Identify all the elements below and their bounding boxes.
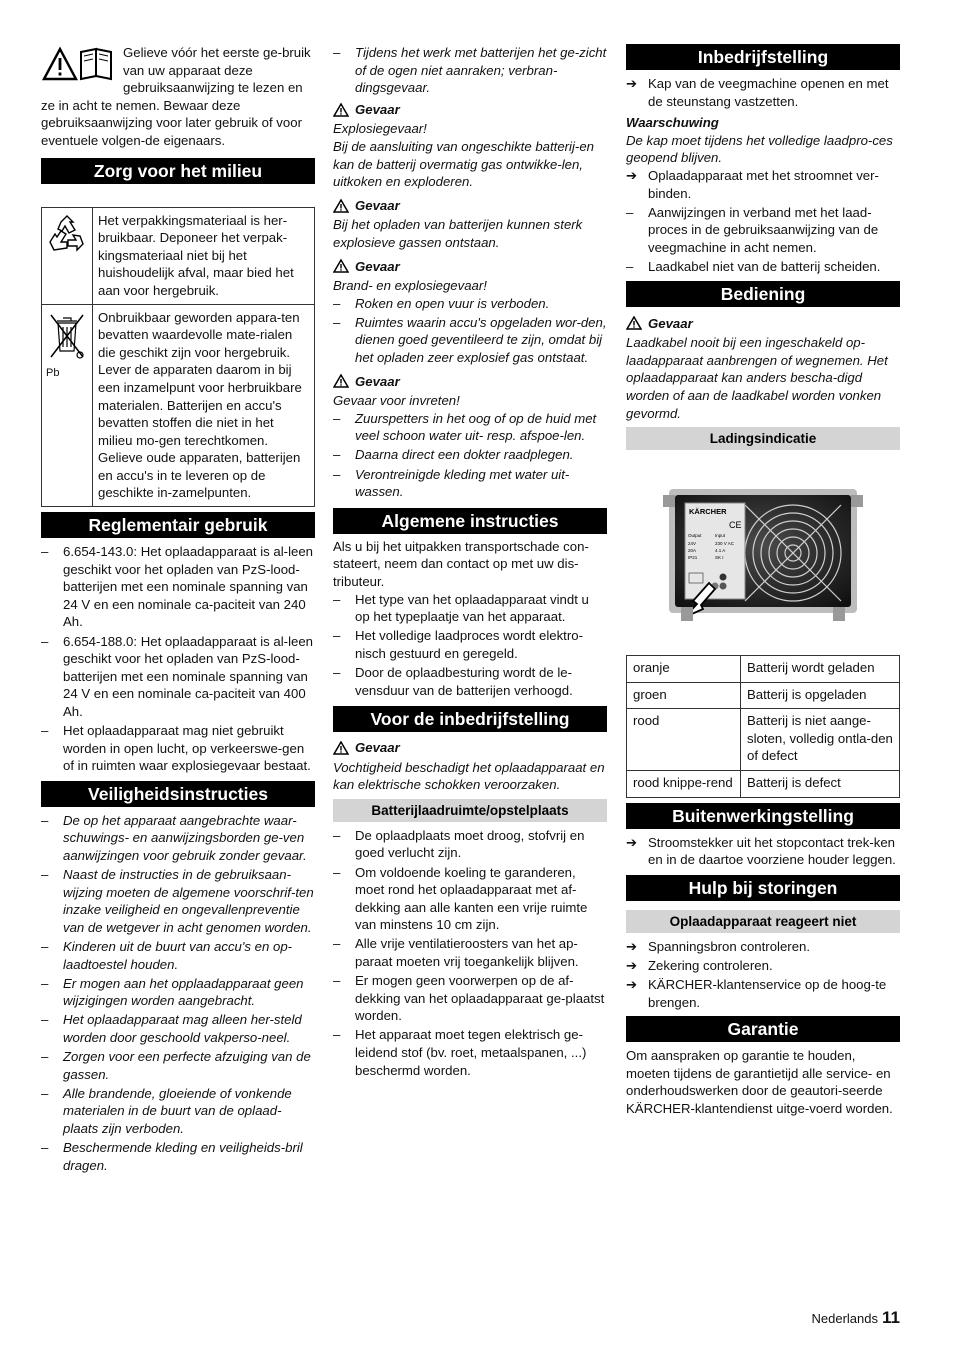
gevaar-label: Gevaar [355,740,400,756]
algemeen-text: Als u bij het uitpakken transportschade con-stateert, neem dan contact op met uw dis-tributeur. [333,538,589,589]
voor-warning-text: Vochtigheid beschadigt het oplaadapparaat en kan elektrische schokken veroorzaken. [333,759,605,793]
list-item: – Tijdens het werk met batterijen het ge-zicht of de ogen niet aanraken; verbran-dingsgevaar. [333,44,607,97]
list-item: – Het volledige laadproces wordt elektro-nisch gestuurd en geregeld. [333,627,607,662]
heading-algemeen: Algemene instructies [333,508,607,534]
list-item [626,75,900,110]
list-item: – Het oplaadapparaat mag niet gebruikt worden in open lucht, op verkeerswe-gen of in ruimten waar explosiegevaar bestaat. [41,722,315,775]
bin-cell [42,304,93,507]
list-item: – Kinderen uit de buurt van accu's en op-laadtoestel houden. [41,938,315,973]
led-color: groen [627,682,741,709]
heading-gebruik: Reglementair gebruik [41,512,315,538]
label-ce: CE [729,520,742,531]
list-item: – Het oplaadapparaat mag alleen her-steld worden door geschoold vakperso-neel. [41,1011,315,1046]
gevaar-heading [333,197,607,215]
heading-veiligheid: Veiligheidsinstructies [41,781,315,807]
table-row [627,656,900,683]
arrow-right-icon: ➔ [626,957,638,973]
led-color: rood [627,709,741,771]
list-item: – Alle brandende, gloeiende of vonkende materialen in de buurt van de oplaad-plaats zijn verboden. [41,1085,315,1138]
crossed-bin-icon [47,311,87,363]
list-item: – 6.654-143.0: Het oplaadapparaat is al-leen geschikt voor het opladen van PzS-lood-batterijen met een nominale spanning van 24 V en een nominale ca-paciteit van 240 Ah. [41,543,315,631]
warning-icon [333,741,349,755]
list-item: – Laadkabel niet van de batterij scheiden. [626,258,900,276]
charger-photo [663,465,863,635]
list-item: – Zorgen voor een perfecte afzuiging van de gassen. [41,1048,315,1083]
arrow-right-icon: ➔ [626,834,638,850]
led-meaning: Batterij is opgeladen [741,682,900,709]
subheading-opstelplaats: Batterijlaadruimte/opstelplaats [333,799,607,822]
garantie-text: Om aanspraken op garantie te houden, moeten tijdens de garantietijd alle service- en onderhoudswerken door de geautori-seerde KÄRCHER-klantendienst uitge-voerd worden. [626,1048,893,1116]
arrow-right-icon: ➔ [626,167,638,183]
table-row [627,682,900,709]
top-list [333,44,607,97]
intro-text: Gelieve vóór het eerste ge-bruik van uw apparaat deze gebruiksaanwijzing te lezen en ze in acht te nemen. Bewaar deze gebruiksaanwijzing voor later gebruik of voor eventuele volgen-de eigenaars. [41,45,311,148]
w4-text: Gevaar voor invreten! [333,393,460,409]
gebruik-list [41,543,315,775]
step-text: Spanningsbron controleren. [648,938,811,954]
list-item: – Verontreinigde kleding met water uit-wassen. [333,466,607,501]
warning-book-icon [41,46,115,82]
list-item: – Beschermende kleding en veiligheids-bril dragen. [41,1139,315,1174]
label-ka: 4.1 A [715,548,726,554]
label-a: 20A [688,548,697,554]
column-2 [333,44,607,1081]
inbedrijf-list [626,204,900,276]
list-item [626,167,900,202]
warning-icon [333,374,349,388]
warning-icon [333,199,349,213]
step-text: Zekering controleren. [648,957,773,973]
table-row [627,771,900,798]
heading-milieu: Zorg voor het milieu [41,158,315,184]
led-meaning: Batterij wordt geladen [741,656,900,683]
heading-voor: Voor de inbedrijfstelling [333,706,607,732]
gevaar-heading [333,739,607,757]
list-item: – Het type van het oplaadapparaat vindt u op het typeplaatje van het apparaat. [333,591,607,626]
warning-icon [333,103,349,117]
label-brand: KÄRCHER [689,507,727,517]
list-item: – Naast de instructies in de gebruiksaan-wijzing moeten de algemene voorschrif-ten inzake veiligheid en ongevallenpreventie van de wetgever in acht genomen worden. [41,866,315,936]
environment-table [41,207,315,508]
list-item: – Daarna direct een dokter raadplegen. [333,446,607,464]
w3-text: Brand- en explosiegevaar! [333,278,487,294]
heading-bediening: Bediening [626,281,900,307]
w3-list [333,295,607,367]
led-meaning: Batterij is niet aange-sloten, volledig ontla-den of defect [741,709,900,771]
list-item: – Aanwijzingen in verband met het laad-proces in de gebruiksaanwijzing van de veegmachine in acht nemen. [626,204,900,257]
table-row [42,304,315,507]
list-item: – Er mogen geen voorwerpen op de af-dekking van het oplaadapparaat ge-plaatst worden. [333,972,607,1025]
table-row [42,207,315,304]
waarschuwing-label: Waarschuwing [626,115,719,131]
list-item [626,938,900,956]
gevaar-heading [333,101,607,119]
list-item: – Zuurspetters in het oog of op de huid met veel schoon water uit- resp. afspoe-len. [333,410,607,445]
label-vac: 230 V AC [715,541,735,547]
veiligheid-list [41,812,315,1174]
subheading-ladingsindicatie: Ladingsindicatie [626,427,900,450]
list-item: – De op het apparaat aangebrachte waar-schuwings- en aanwijzingsborden ge-ven aanwijzingen voor gebruik zonder gevaar. [41,812,315,865]
algemeen-list [333,591,607,700]
recycle-cell [42,207,93,304]
hulp-steps [626,938,900,1011]
label-sk: SK I [715,555,724,561]
list-item: – Om voldoende koeling te garanderen, moet rond het oplaadapparaat met af-dekking aan alle kanten een vrije ruimte van minstens 10 cm zijn. [333,864,607,934]
step-text: Oplaadapparaat met het stroomnet ver-binden. [648,167,879,201]
led-color: oranje [627,656,741,683]
list-item: – Door de oplaadbesturing wordt de le-vensduur van de batterijen verhoogd. [333,664,607,699]
opstelplaats-list [333,827,607,1079]
page-footer [812,1309,900,1328]
gevaar-heading [333,373,607,391]
w1-text: Explosiegevaar! Bij de aansluiting van ongeschikte batterij-en kan de batterij overmatig gas ontwikke-len, uitkoken en exploderen. [333,121,594,190]
subheading-reageert-niet: Oplaadapparaat reageert niet [626,910,900,933]
led-meaning: Batterij is defect [741,771,900,798]
heading-buiten: Buitenwerkingstelling [626,803,900,829]
led-indicator [720,574,727,581]
label-input: Input [715,533,726,539]
heading-inbedrijf: Inbedrijfstelling [626,44,900,70]
footer-language: Nederlands [811,1311,879,1326]
list-item: – Er mogen aan het opplaadapparaat geen wijzigingen worden aangebracht. [41,975,315,1010]
led-color: rood knippe-rend [627,771,741,798]
table-row [627,709,900,771]
gevaar-label: Gevaar [355,101,400,117]
recycling-text: Onbruikbaar geworden appara-ten bevatten waardevolle mate-rialen die geschikt zijn voor hergebruik. Lever de apparaten daarom in bij een inzamelpunt voor herbruikbare materialen. Batterijen en accu's bevatten stoffen die niet in het milieu mo-gen terechtkomen. Gelieve oude apparaten, batterijen en accu's in te leveren op de geschikte in-zamelpunten. [93,304,315,507]
warning-icon [333,259,349,273]
w2-text: Bij het opladen van batterijen kunnen sterk explosieve gassen ontstaan. [333,217,583,250]
intro [41,44,315,150]
column-1 [41,44,315,1176]
recycle-icon [47,214,87,258]
step-text: Kap van de veegmachine openen en met de steunstang vastzetten. [648,76,889,109]
w4-list [333,410,607,501]
page-number: 11 [882,1308,900,1327]
arrow-right-icon: ➔ [626,76,638,91]
heading-hulp: Hulp bij storingen [626,875,900,901]
step-text: Stroomstekker uit het stopcontact trek-ken en in de daartoe voorziene houder leggen. [648,834,896,868]
list-item: – Het apparaat moet tegen elektrisch ge-leidend stof (bv. roet, metaalspanen, ...) beschermd worden. [333,1026,607,1079]
heading-garantie: Garantie [626,1016,900,1042]
list-item: – De oplaadplaats moet droog, stofvrij en goed verlucht zijn. [333,827,607,862]
gevaar-heading [626,315,900,333]
inbedrijf-steps [626,75,900,110]
waarschuwing-text: De kap moet tijdens het volledige laadpro-ces geopend blijven. [626,132,893,166]
warning-icon [626,316,642,330]
list-item: – Alle vrije ventilatieroosters van het ap-paraat moeten vrij toegankelijk blijven. [333,935,607,970]
list-item [626,834,900,869]
step-text: KÄRCHER-klantenservice op de hoog-te brengen. [648,977,887,1010]
led-indicator [720,583,727,590]
bediening-warning-text: Laadkabel nooit bij een ingeschakeld op-laadapparaat aanbrengen of wegnemen. Het oplaadapparaat kan anders bescha-digd worden of aan de laadkabel worden vonken gevormd. [626,335,888,421]
gevaar-label: Gevaar [355,373,400,389]
list-item [626,976,900,1011]
gevaar-heading [333,258,607,276]
label-ip: IP21 [688,555,698,561]
list-item: – Ruimtes waarin accu's opgeladen wor-den, dienen goed geventileerd te zijn, omdat bij het opladen zeer explosief gas ontstaat. [333,314,607,367]
column-3 [626,44,900,1118]
buiten-steps [626,834,900,869]
led-status-table [626,655,900,798]
label-output: Output [688,533,702,539]
list-item [626,957,900,975]
arrow-right-icon: ➔ [626,977,638,993]
gevaar-label: Gevaar [648,315,693,331]
list-item: – 6.654-188.0: Het oplaadapparaat is al-leen geschikt voor het opladen van PzS-lood-batterijen met een nominale spanning van 24 V en een nominale ca-paciteit van 400 Ah. [41,633,315,721]
gevaar-label: Gevaar [355,197,400,213]
packaging-text: Het verpakkingsmateriaal is her-bruikbaar. Deponeer het verpak-kingsmateriaal niet bij het huishoudelijk afval, maar bied het aan voor hergebruik. [93,207,315,304]
gevaar-label: Gevaar [355,258,400,274]
inbedrijf-steps-2 [626,167,900,202]
arrow-right-icon: ➔ [626,938,638,954]
label-v: 24V [688,541,697,547]
pb-label: Pb [46,367,60,380]
list-item: – Roken en open vuur is verboden. [333,295,607,313]
